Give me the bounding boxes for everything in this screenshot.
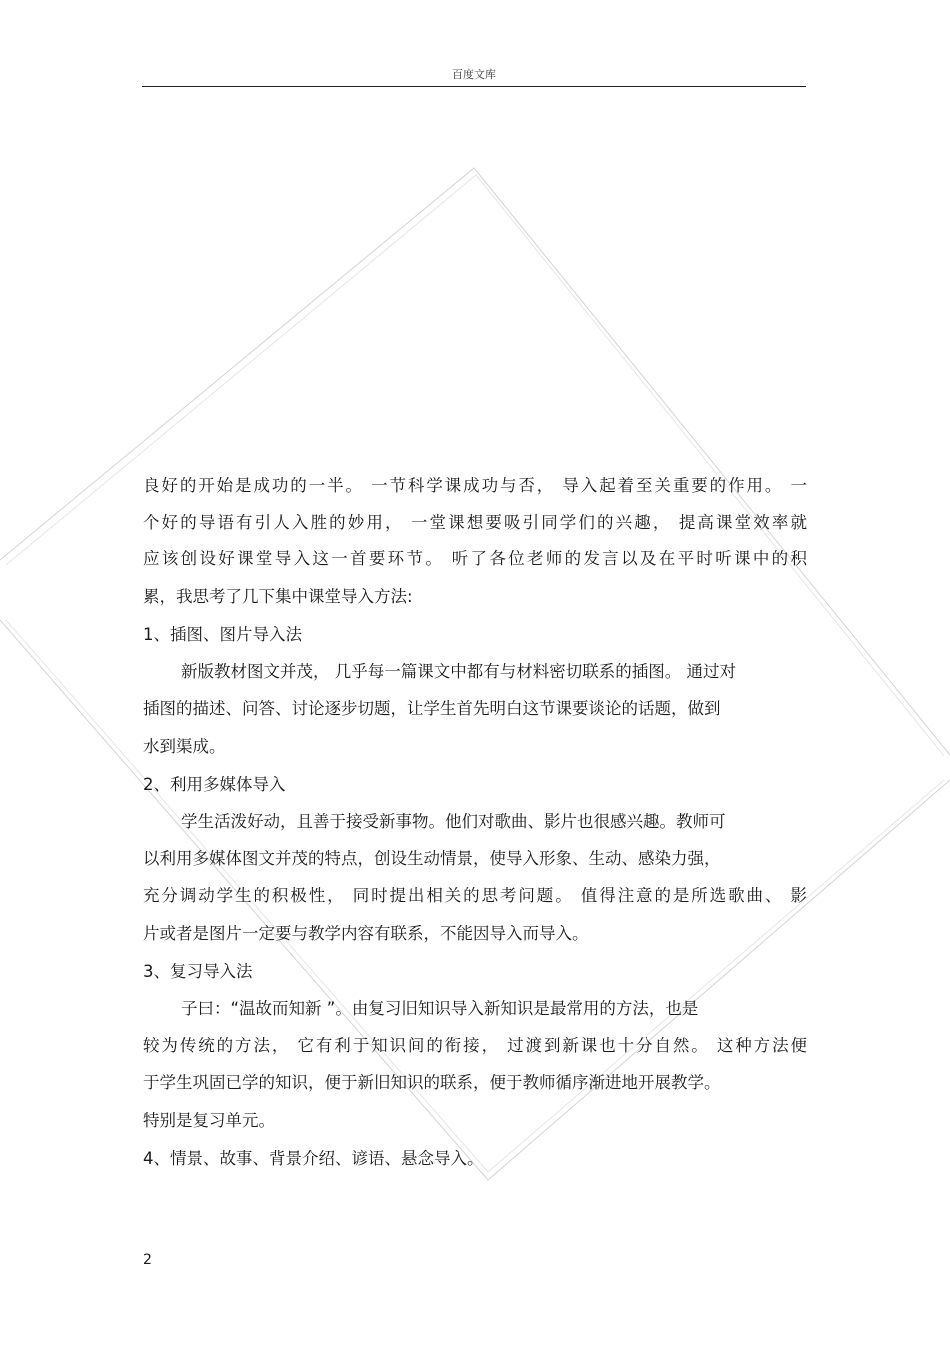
body-line-18: 特别是复习单元。: [143, 1111, 275, 1130]
body-line-17: 于学生巩固已学的知识，便于新旧知识的联系，便于教师循序渐进地开展教学。: [143, 1073, 721, 1092]
page-number: 2: [143, 1252, 152, 1268]
body-line-16: 较为传统的方法， 它有利于知识间的衔接， 过渡到新课也十分自然。 这种方法便: [143, 1036, 807, 1055]
header-divider: [142, 86, 806, 87]
body-line-7: 插图的描述、问答、讨论逐步切题，让学生首先明白这节课要谈论的话题，做到: [143, 699, 721, 718]
page-header-title: 百度文库: [452, 68, 496, 81]
body-line-10: 学生活泼好动，且善于接受新事物。他们对歌曲、影片也很感兴趣。教师可: [181, 812, 726, 831]
body-line-11: 以利用多媒体图文并茂的特点，创设生动情景，使导入形象、生动、感染力强，: [143, 849, 721, 868]
section-heading-2: 2、利用多媒体导入: [143, 775, 286, 794]
body-line-8: 水到渠成。: [143, 737, 226, 756]
body-line-4: 累，我思考了几下集中课堂导入方法:: [143, 587, 413, 606]
section-heading-1: 1、插图、图片导入法: [143, 625, 302, 644]
body-line-15: 子曰：“温故而知新 ”。由复习旧知识导入新知识是最常用的方法，也是: [181, 999, 699, 1018]
section-heading-4: 4、情景、故事、背景介绍、谚语、悬念导入。: [143, 1149, 484, 1168]
body-line-12: 充分调动学生的积极性， 同时提出相关的思考问题。 值得注意的是所选歌曲、 影: [143, 886, 807, 905]
body-line-1: 良好的开始是成功的一半。 一节科学课成功与否， 导入起着至关重要的作用。 一: [143, 476, 807, 495]
body-line-13: 片或者是图片一定要与教学内容有联系，不能因导入而导入。: [143, 924, 589, 943]
body-line-6: 新版教材图文并茂， 几乎每一篇课文中都有与材料密切联系的插图。 通过对: [181, 662, 736, 681]
section-heading-3: 3、复习导入法: [143, 962, 253, 981]
body-line-3: 应该创设好课堂导入这一首要环节。 听了各位老师的发言以及在平时听课中的积: [143, 549, 807, 568]
body-line-2: 个好的导语有引人入胜的妙用， 一堂课想要吸引同学们的兴趣， 提高课堂效率就: [143, 513, 807, 532]
